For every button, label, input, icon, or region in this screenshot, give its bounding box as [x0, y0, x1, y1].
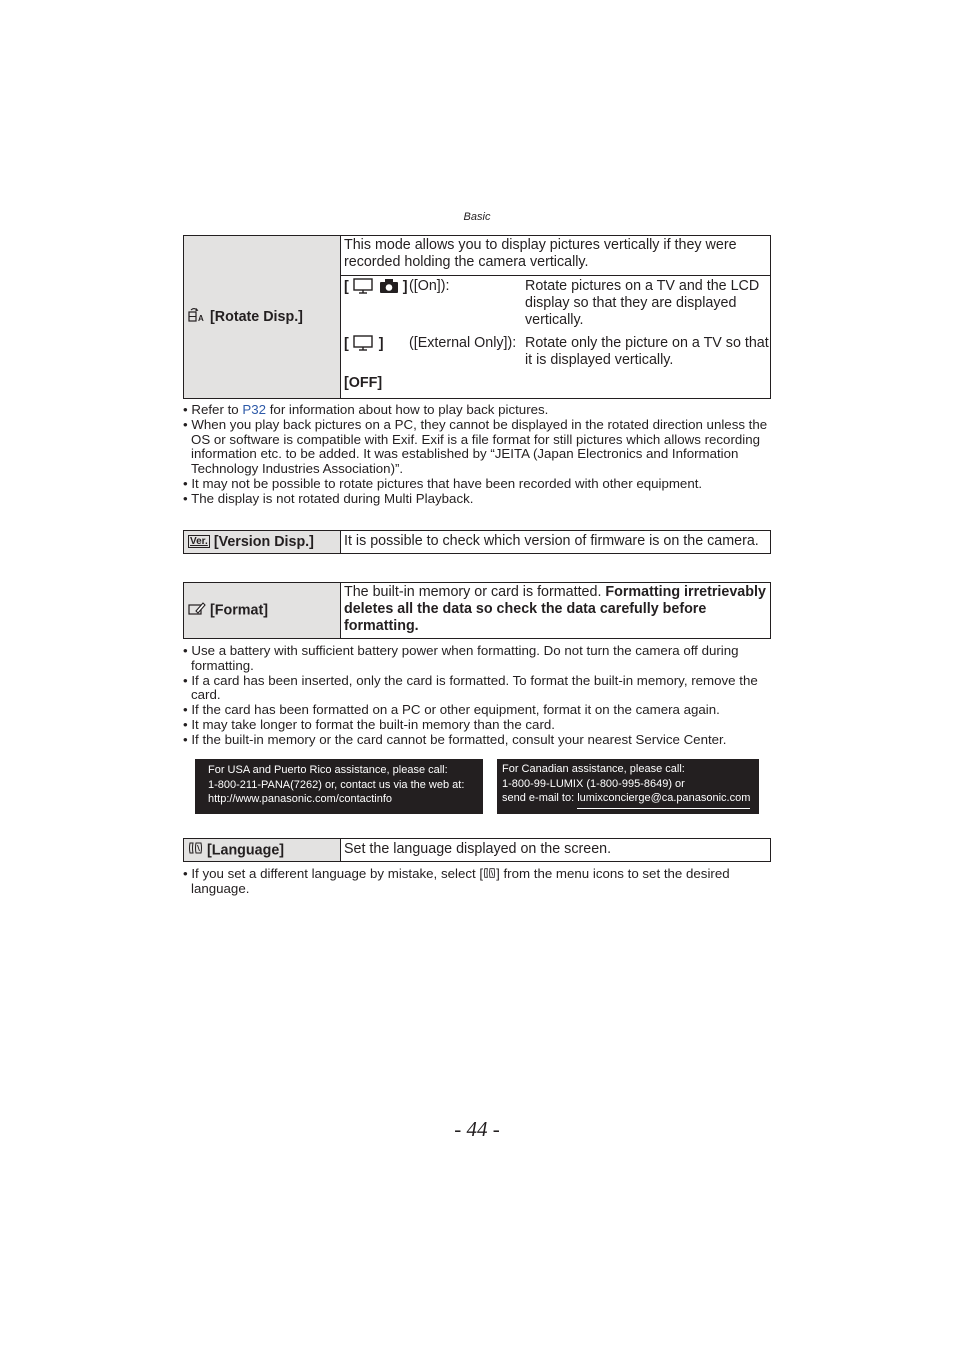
- list-item: • If the card has been formatted on a PC or other equipment, format it on the camera again.: [183, 703, 775, 718]
- option-on-desc: Rotate pictures on a TV and the LCD display so that they are displayed vertically.: [525, 278, 760, 328]
- version-disp-table: [183, 530, 771, 554]
- page-number: - 44 -: [454, 1117, 500, 1141]
- section-header: Basic: [463, 211, 491, 223]
- list-item: • Use a battery with sufficient battery power when formatting. Do not turn the camera off during formatting.: [183, 644, 775, 674]
- list-item: • It may not be possible to rotate pictures that have been recorded with other equipment.: [183, 477, 775, 492]
- format-table: [183, 582, 771, 639]
- language-desc: Set the language displayed on the screen.: [341, 839, 771, 862]
- format-label: [Format]: [210, 602, 268, 619]
- canada-support-box: For Canadian assistance, please call: 1-800-99-LUMIX (1-800-995-8649) or send e-mail to: lumixconcierge@ca.panasonic.com: [497, 759, 759, 814]
- language-label-cell: [184, 839, 341, 862]
- language-icon: [483, 867, 496, 879]
- option-external-name: ([External Only]):: [409, 335, 517, 351]
- p32-link[interactable]: P32: [242, 402, 267, 417]
- rotate-disp-label-cell: [184, 236, 341, 399]
- format-warning: Formatting irretrievably deletes all the data so check the data carefully before formatting.: [344, 584, 766, 634]
- canada-line2: 1-800-99-LUMIX (1-800-995-8649) or: [502, 777, 685, 790]
- option-on-icons: [ ]: [344, 279, 408, 295]
- svg-text:A: A: [198, 314, 204, 322]
- format-label-cell: [184, 583, 341, 639]
- option-off-label: [OFF]: [344, 375, 383, 391]
- version-disp-desc: It is possible to check which version of firmware is on the camera.: [341, 531, 771, 554]
- list-item: • If a card has been inserted, only the card is formatted. To format the built-in memory, remove the card.: [183, 674, 775, 704]
- list-item: • When you play back pictures on a PC, they cannot be displayed in the rotated direction unless the OS or software is compatible with Exif. Exif is a file format for still pictures which allows recording information etc. to be added. It was established by “JEITA (Japan Electronics and Information Technology Industries Association)”.: [183, 418, 775, 477]
- usa-line2: 1-800-211-PANA(7262) or, contact us via the web at:: [208, 778, 465, 791]
- rotate-notes: [183, 403, 775, 507]
- rotate-disp-intro: This mode allows you to display pictures vertically if they were recorded holding the camera vertically.: [341, 236, 771, 276]
- list-item: • If you set a different language by mistake, select [ ] from the menu icons to set the desired language.: [183, 867, 775, 897]
- language-icon: [188, 841, 203, 860]
- version-disp-label: [Version Disp.]: [213, 533, 314, 550]
- version-disp-label-cell: [184, 531, 341, 554]
- list-item: • Refer to P32 for information about how to play back pictures.: [183, 403, 775, 418]
- version-icon: Ver.: [190, 536, 208, 548]
- canada-email[interactable]: lumixconcierge@ca.panasonic.com: [577, 791, 750, 809]
- rotate-disp-options-cell: [341, 276, 771, 399]
- usa-support-box: [195, 759, 483, 814]
- format-desc: The built-in memory or card is formatted. Formatting irretrievably deletes all the data so check the data carefully before formatting.: [341, 583, 771, 639]
- language-label: [Language]: [207, 841, 285, 858]
- tv-icon: [353, 278, 375, 294]
- option-external-icons: [ ]: [344, 336, 384, 352]
- list-item: • If the built-in memory or the card cannot be formatted, consult your nearest Service Center.: [183, 733, 775, 748]
- tv-icon: [353, 335, 375, 351]
- usa-line1: For USA and Puerto Rico assistance, please call:: [208, 764, 448, 776]
- list-item: • It may take longer to format the built-in memory than the card.: [183, 718, 775, 733]
- usa-url[interactable]: http://www.panasonic.com/contactinfo: [208, 793, 393, 806]
- option-on-name: ([On]):: [409, 278, 450, 294]
- canada-line1: For Canadian assistance, please call:: [502, 763, 685, 775]
- language-notes: [183, 867, 775, 897]
- rotate-disp-table: [183, 235, 771, 399]
- list-item: • The display is not rotated during Multi Playback.: [183, 492, 775, 507]
- language-table: [183, 838, 771, 862]
- rotate-disp-icon: [188, 307, 206, 327]
- format-icon: [188, 601, 206, 620]
- option-external-desc: Rotate only the picture on a TV so that it is displayed vertically.: [525, 335, 769, 368]
- camera-icon: [379, 278, 399, 294]
- format-notes: [183, 644, 775, 748]
- rotate-disp-label: [Rotate Disp.]: [210, 308, 303, 325]
